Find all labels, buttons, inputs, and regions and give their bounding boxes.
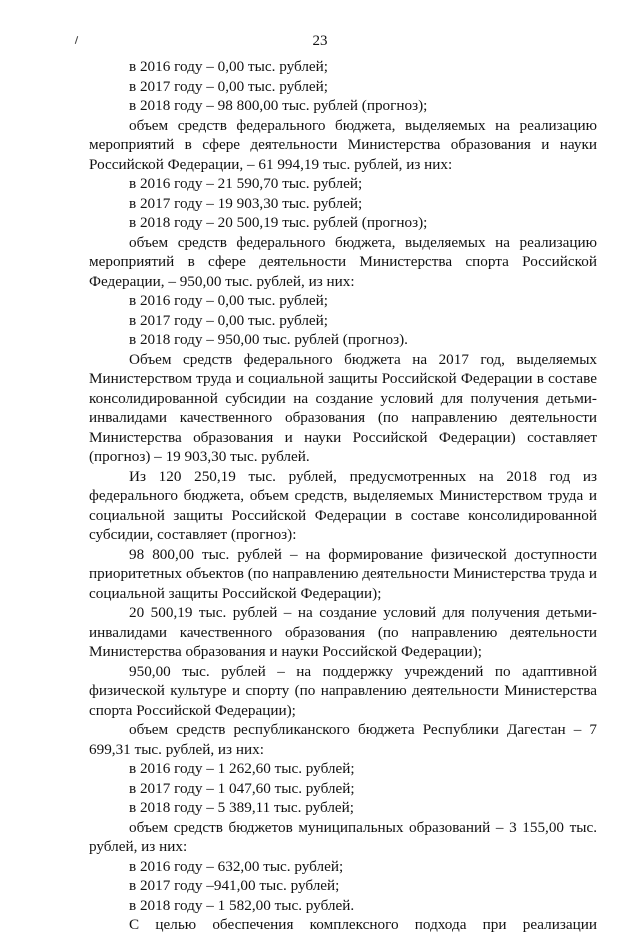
budget-line-2017: в 2017 году – 0,00 тыс. рублей;	[129, 311, 329, 329]
budget-line-2018: в 2018 году – 950,00 тыс. рублей (прогноз).	[129, 331, 408, 348]
paragraph-republic-budget: объем средств республиканского бюджета Республики Дагестан – 7 699,31 тыс. рублей, из них:	[89, 721, 597, 758]
budget-line-2016: в 2016 году – 0,00 тыс. рублей;	[129, 58, 329, 75]
budget-line-2018: в 2018 году – 20 500,19 тыс. рублей (прогноз);	[129, 214, 428, 231]
paragraph-comprehensive-approach: С целью обеспечения комплексного подхода при реализации	[129, 916, 597, 933]
paragraph-adaptive-sport: 950,00 тыс. рублей – на поддержку учреждений по адаптивной физической культуре и спорту (по направлению деятельности Министерства спорта Российской Федерации);	[89, 662, 597, 719]
budget-line-2016: в 2016 году – 21 590,70 тыс. рублей;	[129, 175, 363, 192]
budget-line-2016: в 2016 году – 0,00 тыс. рублей;	[129, 292, 329, 309]
budget-line-2016: в 2016 году – 632,00 тыс. рублей;	[129, 857, 344, 875]
budget-line-2017: в 2017 году – 0,00 тыс. рублей;	[129, 77, 329, 95]
paragraph-ministry-sport: объем средств федерального бюджета, выделяемых на реализацию мероприятий в сфере деятельности Министерства спорта Российской Федерации, – 950,00 тыс. рублей, из них:	[89, 233, 597, 290]
budget-line-2017: в 2017 году –941,00 тыс. рублей;	[129, 877, 340, 894]
budget-line-2018: в 2018 году – 98 800,00 тыс. рублей (прогноз);	[129, 97, 428, 114]
budget-line-2018: в 2018 году – 1 582,00 тыс. рублей.	[129, 896, 355, 914]
budget-line-2016: в 2016 году – 1 262,60 тыс. рублей;	[129, 760, 355, 777]
paragraph-2018-federal-total: Из 120 250,19 тыс. рублей, предусмотренных на 2018 год из федерального бюджета, объем средств, выделяемых Министерством труда и социальной защиты Российской Федерации в составе консолидированной субсидии, составляет (прогноз):	[89, 467, 597, 543]
paragraph-disabled-children-education: 20 500,19 тыс. рублей – на создание условий для получения детьми-инвалидами качественного образования (по направлению деятельности Министерства образования и науки Российской Федерации);	[89, 604, 597, 660]
paragraph-physical-accessibility: 98 800,00 тыс. рублей – на формирование физической доступности приоритетных объектов (по направлению деятельности Министерства труда и социальной защиты Российской Федерации);	[89, 545, 597, 602]
budget-line-2017: в 2017 году – 19 903,30 тыс. рублей;	[129, 194, 363, 212]
page-number: 23	[312, 33, 328, 49]
paragraph-ministry-education: объем средств федерального бюджета, выделяемых на реализацию мероприятий в сфере деятельности Министерства образования и науки Российской Федерации, – 61 994,19 тыс. рублей, из них:	[89, 116, 597, 173]
budget-line-2017: в 2017 году – 1 047,60 тыс. рублей;	[129, 779, 355, 797]
budget-line-2018: в 2018 году – 5 389,11 тыс. рублей;	[129, 799, 355, 816]
document-body	[89, 57, 597, 935]
paragraph-labor-ministry-2017: Объем средств федерального бюджета на 2017 год, выделяемых Министерством труда и социальной защиты Российской Федерации в составе консолидированной субсидии на создание условий для получения детьми-инвалидами качественного образования (по направлению деятельности Министерства образования и науки Российской Федерации) составляет (прогноз) – 19 903,30 тыс. рублей.	[89, 350, 597, 465]
paragraph-municipal-budgets: объем средств бюджетов муниципальных образований – 3 155,00 тыс. рублей, из них:	[89, 818, 597, 855]
